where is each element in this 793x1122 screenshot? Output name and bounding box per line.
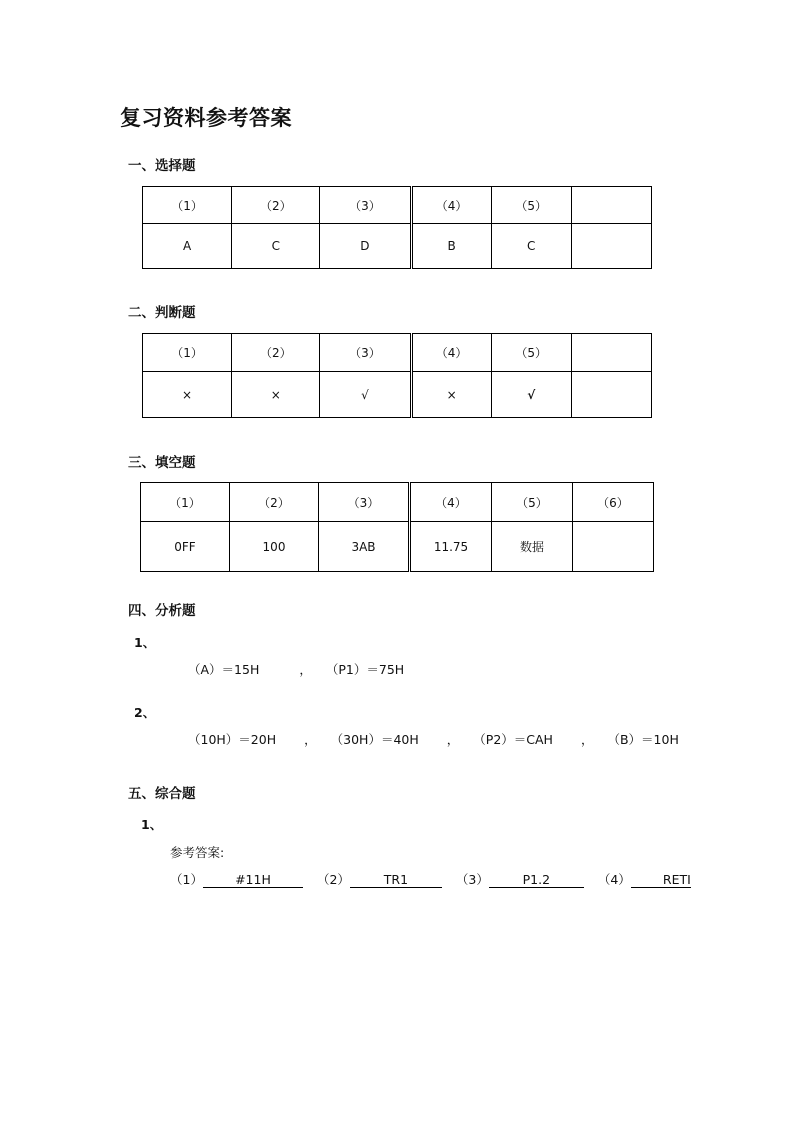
header-cell: （2） <box>230 483 319 522</box>
analysis-question-2-label: 2、 <box>134 705 156 720</box>
answer-p1: （P1）＝75H <box>325 662 405 677</box>
comprehensive-question-1-label: 1、 <box>141 817 163 832</box>
table-answer-row <box>143 372 652 418</box>
blank-answer: #11H <box>203 872 303 888</box>
answer-cell <box>571 224 651 269</box>
answer-cell: √ <box>491 372 571 418</box>
header-cell: （6） <box>573 483 654 522</box>
reference-answer-intro: 参考答案: <box>170 845 225 860</box>
table-header-row <box>141 483 654 522</box>
judgment-answer-table <box>142 333 652 418</box>
header-cell: （1） <box>143 187 232 224</box>
analysis-question-1-label: 1、 <box>134 635 156 650</box>
table-header-row <box>143 187 652 224</box>
header-cell: （1） <box>141 483 230 522</box>
answer-30h: （30H）＝40H <box>330 732 419 747</box>
answer-cell: √ <box>320 372 411 418</box>
separator: ， <box>580 732 594 747</box>
answer-b: （B）＝10H <box>607 732 679 747</box>
header-cell: （5） <box>491 334 571 372</box>
header-cell: （2） <box>232 334 320 372</box>
header-cell: （3） <box>319 483 410 522</box>
fill-blank-answer-table <box>140 482 654 572</box>
header-cell: （4） <box>410 483 492 522</box>
answer-cell: C <box>491 224 571 269</box>
separator: ， <box>446 732 460 747</box>
answer-cell: C <box>232 224 320 269</box>
header-cell: （4） <box>411 187 491 224</box>
answer-10h: （10H）＝20H <box>188 732 277 747</box>
answer-cell: D <box>320 224 411 269</box>
blank-number: （3） <box>455 872 489 887</box>
answer-p2: （P2）＝CAH <box>473 732 553 747</box>
header-cell: （4） <box>411 334 491 372</box>
blank-answer: TR1 <box>350 872 442 888</box>
blank-answer: P1.2 <box>489 872 584 888</box>
separator: ， <box>299 662 312 677</box>
reference-answer-row <box>170 870 691 888</box>
header-cell: （5） <box>492 483 573 522</box>
table-answer-row <box>143 224 652 269</box>
answer-cell: 数据 <box>492 522 573 572</box>
header-cell: （1） <box>143 334 232 372</box>
header-cell: （3） <box>320 334 411 372</box>
section-heading-judgment: 二、判断题 <box>128 305 196 321</box>
answer-cell <box>573 522 654 572</box>
answer-cell: × <box>143 372 232 418</box>
table-answer-row <box>141 522 654 572</box>
section-heading-choice: 一、选择题 <box>128 158 196 174</box>
choice-answer-table <box>142 186 652 269</box>
section-heading-comprehensive: 五、综合题 <box>128 786 196 802</box>
answer-cell: 11.75 <box>410 522 492 572</box>
header-cell <box>571 187 651 224</box>
answer-cell: B <box>411 224 491 269</box>
answer-cell: A <box>143 224 232 269</box>
separator: ， <box>304 732 317 747</box>
analysis-question-2-answer <box>188 730 679 748</box>
answer-cell: × <box>232 372 320 418</box>
table-header-row <box>143 334 652 372</box>
answer-cell: 0FF <box>141 522 230 572</box>
header-cell: （5） <box>491 187 571 224</box>
section-heading-analysis: 四、分析题 <box>128 603 196 619</box>
document-title: 复习资料参考答案 <box>120 106 292 130</box>
answer-cell: 3AB <box>319 522 410 572</box>
answer-a: （A）＝15H <box>188 662 260 677</box>
header-cell: （3） <box>320 187 411 224</box>
blank-answer: RETI <box>631 872 691 888</box>
blank-number: （2） <box>316 872 350 887</box>
header-cell: （2） <box>232 187 320 224</box>
answer-cell: 100 <box>230 522 319 572</box>
answer-cell: × <box>411 372 491 418</box>
analysis-question-1-answer <box>188 660 404 678</box>
header-cell <box>571 334 651 372</box>
answer-cell <box>571 372 651 418</box>
blank-number: （4） <box>597 872 631 887</box>
blank-number: （1） <box>170 872 203 887</box>
section-heading-fill-blank: 三、填空题 <box>128 455 196 471</box>
